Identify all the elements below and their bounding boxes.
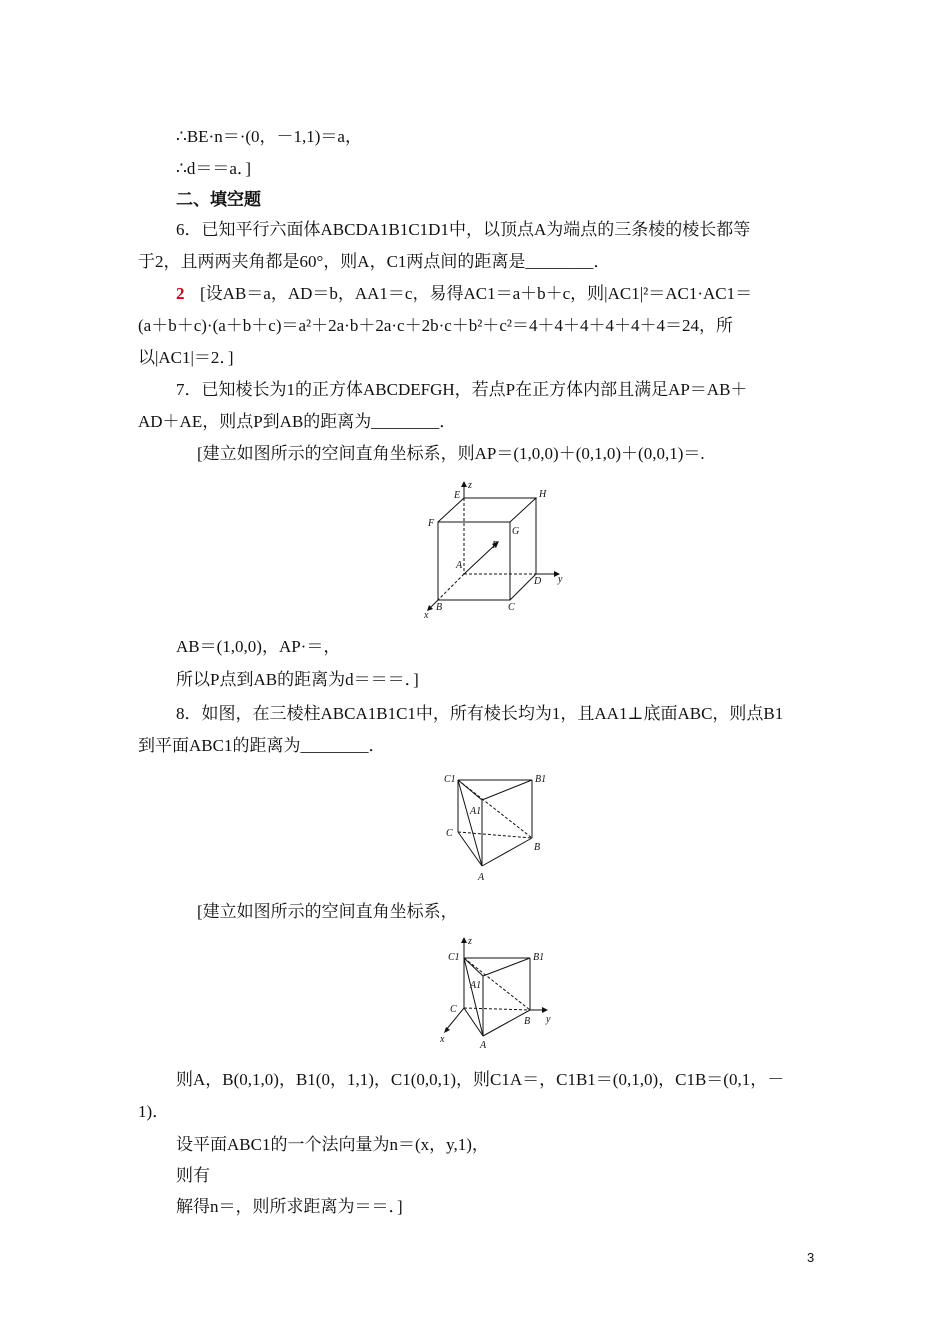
edge-a-b <box>482 838 532 866</box>
label-a1: A1 <box>470 980 482 991</box>
question-7-solution-line-3: 所以P点到AB的距离为d＝＝＝．] <box>176 670 419 689</box>
question-8-solution-line-6: 解得n＝，则所求距离为＝＝．] <box>176 1197 403 1216</box>
question-6-solution-line-2: (a＋b＋c)·(a＋b＋c)＝a²＋2a·b＋2a·c＋2b·c＋b²＋c²＝4＋4＋4＋4＋4＋4＝24，所 <box>138 316 734 335</box>
label-z: z <box>468 480 472 491</box>
question-7-solution-line-2: AB＝(1,0,0)，AP·＝， <box>176 637 341 656</box>
question-7-line-1: 7．已知棱长为1的正方体ABCDEFGH，若点P在正方体内部且满足AP＝AB＋ <box>176 380 748 399</box>
prism-axes-figure <box>436 934 560 1050</box>
edge-c1-a <box>464 958 483 1036</box>
edge-c1-a <box>458 780 482 866</box>
solution-line-be-n: ∴BE·n＝·(0，－1,1)＝a， <box>176 127 362 146</box>
cube-front-face <box>438 522 510 600</box>
cube-figure <box>418 478 578 620</box>
section-heading-fill-in: 二、填空题 <box>176 190 261 209</box>
label-f: F <box>428 518 435 529</box>
question-8-line-2: 到平面ABC1的距离为________． <box>138 736 386 755</box>
question-6-answer: 2 <box>176 284 185 303</box>
page-number: 3 <box>807 1250 815 1265</box>
question-7-line-2: AD＋AE，则点P到AB的距离为________． <box>138 412 457 431</box>
label-b1: B1 <box>535 774 547 785</box>
question-8-solution-line-1: [建立如图所示的空间直角坐标系， <box>197 902 458 921</box>
cube-bottom-right-edge <box>510 574 536 600</box>
label-c1: C1 <box>448 952 460 963</box>
hidden-edge-c-b <box>458 832 532 838</box>
question-6-line-2: 于2，且两两夹角都是60°，则A，C1两点间的距离是________． <box>138 252 611 271</box>
label-b: B <box>436 602 443 613</box>
prism-figure <box>440 770 555 886</box>
label-b: B <box>524 1016 531 1027</box>
label-e: E <box>454 490 461 501</box>
question-7-solution-line-1: [建立如图所示的空间直角坐标系，则AP＝(1,0,0)＋(0,1,0)＋(0,0,1)＝. <box>197 444 705 463</box>
label-g: G <box>512 526 520 537</box>
question-8-solution-line-2: 则A，B(0,1,0)，B1(0，1,1)，C1(0,0,1)，则C1A＝，C1B1＝(0,1,0)，C1B＝(0,1，－ <box>176 1070 785 1089</box>
question-8-line-1: 8．如图，在三棱柱ABCA1B1C1中，所有棱长均为1，且AA1⊥底面ABC，则点B1 <box>176 704 784 723</box>
solution-line-distance: ∴d＝＝a．] <box>176 159 252 178</box>
label-b1: B1 <box>533 952 545 963</box>
question-8-solution-line-3: 1)． <box>138 1102 170 1121</box>
label-c1: C1 <box>444 774 456 785</box>
label-b: B <box>534 842 541 853</box>
cube-diagram <box>418 478 578 620</box>
question-6-solution-line-3: 以|AC1|＝2．] <box>138 348 234 367</box>
label-x: x <box>424 610 429 620</box>
label-a: A <box>478 872 485 883</box>
label-p: P <box>492 540 499 551</box>
cube-hidden-diagonal-edge <box>438 574 464 600</box>
prism-diagram <box>440 770 555 886</box>
label-x: x <box>440 1034 445 1045</box>
edge-c-a <box>458 832 482 866</box>
edge-a1-b1 <box>483 958 530 976</box>
question-8-solution-line-5: 则有 <box>176 1166 210 1185</box>
label-c: C <box>450 1004 457 1015</box>
question-8-solution-line-4: 设平面ABC1的一个法向量为n＝(x，y,1)， <box>176 1135 489 1154</box>
label-y: y <box>546 1014 551 1025</box>
label-c: C <box>446 828 453 839</box>
label-c: C <box>508 602 515 613</box>
label-y: y <box>558 574 563 585</box>
edge-c-a <box>464 1008 483 1036</box>
cube-top-face <box>438 498 536 522</box>
label-a: A <box>456 560 463 571</box>
label-h: H <box>539 489 547 500</box>
edge-c1-a1 <box>464 958 483 976</box>
question-6-line-1: 6．已知平行六面体ABCDA1B1C1D1中，以顶点A为端点的三条棱的棱长都等 <box>176 220 751 239</box>
prism-axes-diagram <box>436 934 560 1050</box>
label-a1: A1 <box>470 806 482 817</box>
label-z: z <box>468 936 472 947</box>
label-a: A <box>480 1040 487 1050</box>
edge-a1-b1 <box>482 780 532 800</box>
edge-a-b <box>483 1010 530 1036</box>
question-6-solution-line-1: [设AB＝a，AD＝b，AA1＝c，易得AC1＝a＋b＋c，则|AC1|²＝AC1·AC1＝ <box>200 284 753 303</box>
hidden-edge-c-b <box>464 1008 530 1010</box>
label-d: D <box>534 576 542 587</box>
